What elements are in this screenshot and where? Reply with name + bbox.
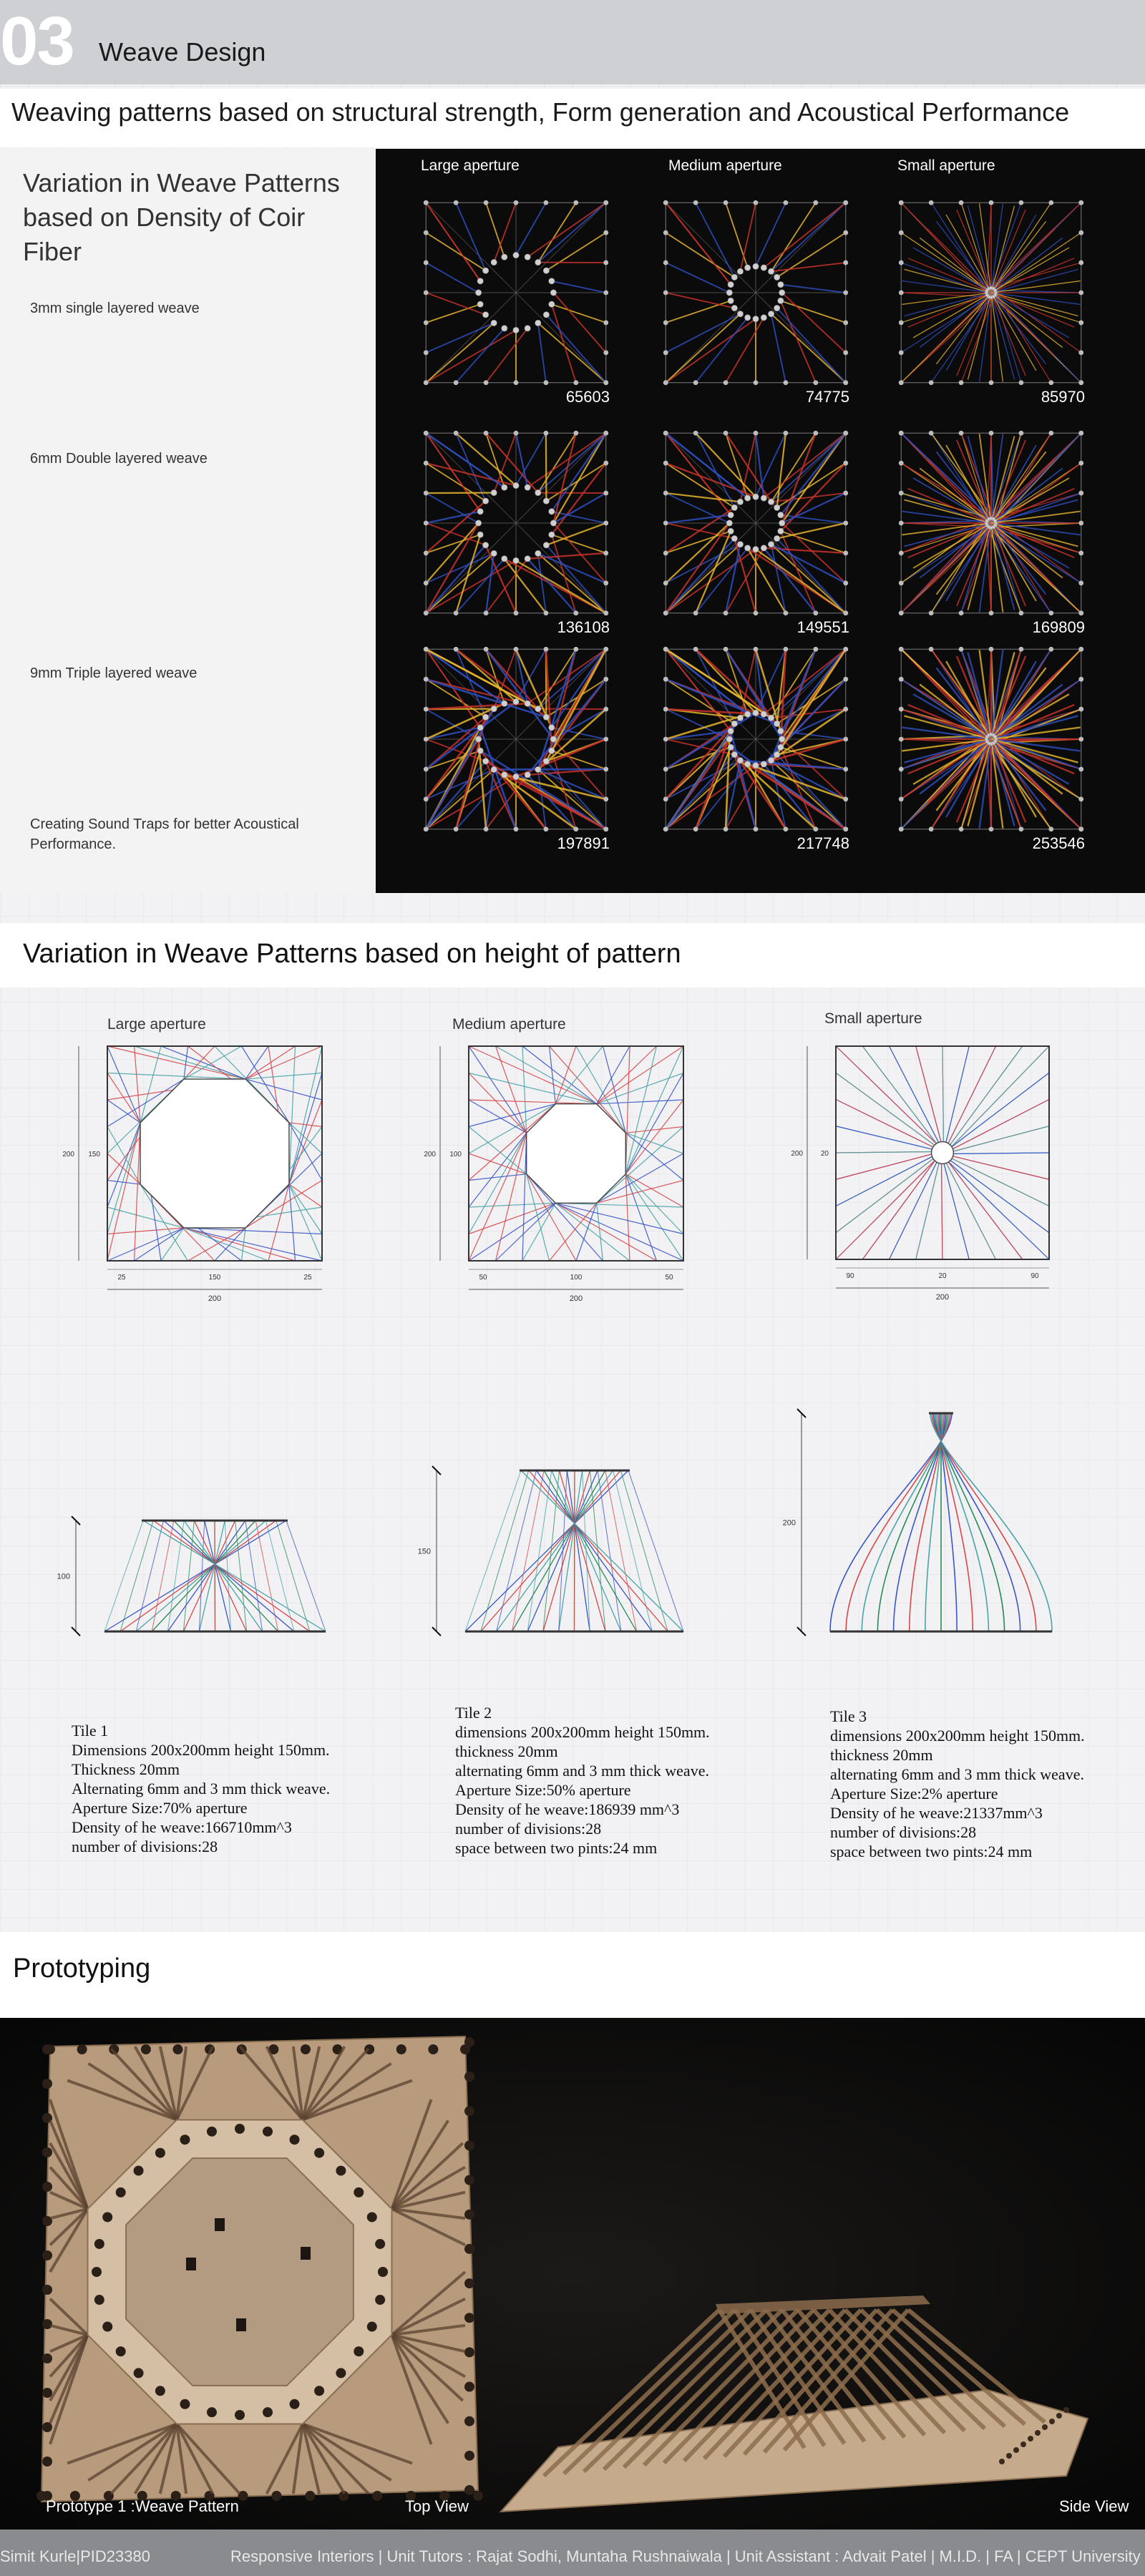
svg-text:90: 90 (846, 1272, 854, 1280)
density-value-triple-medium: 217748 (796, 834, 849, 852)
section-number: 03 (0, 3, 74, 79)
prototyping-band (0, 1932, 1145, 2018)
weave-tile-triple-large (422, 645, 610, 833)
weave-tile-double-large (422, 429, 610, 617)
elevation-drawings (0, 1395, 1145, 1660)
svg-text:50: 50 (479, 1274, 487, 1282)
weave-tile-single-small (897, 199, 1085, 386)
density-value-single-large: 65603 (565, 388, 610, 406)
svg-text:100: 100 (57, 1572, 70, 1581)
svg-text:200: 200 (782, 1518, 796, 1528)
column-label-small: Small aperture (897, 157, 995, 174)
tile1-spec: Tile 1 Dimensions 200x200mm height 150mm. Thickness 20mm Alternating 6mm and 3 mm thick weave. Aperture Size:70% aperture Density of he weave:166710mm^3 number of divisions:28 (72, 1722, 331, 1855)
column-label-medium: Medium aperture (668, 157, 782, 174)
density-value-double-small: 169809 (1032, 618, 1085, 636)
row-label-double: 6mm Double layered weave (30, 451, 208, 467)
weave-tile-double-medium (662, 429, 849, 617)
page-subtitle: Weaving patterns based on structural strength, Form generation and Acoustical Performance (11, 97, 1070, 127)
caption-side-view: Side View (1059, 2497, 1129, 2515)
section-title: Weave Design (99, 37, 266, 67)
plan-label-large: Large aperture (107, 1016, 206, 1033)
weave-tile-double-small (897, 429, 1085, 617)
svg-text:200: 200 (569, 1294, 583, 1303)
density-heading: Variation in Weave Patterns based on Density of Coir Fiber (23, 168, 340, 266)
prototyping-heading: Prototyping (13, 1953, 151, 1984)
footer-author: Simit Kurle|PID23380 (0, 2547, 150, 2565)
weave-tile-triple-medium (662, 645, 849, 833)
plan-small (791, 1046, 1049, 1302)
svg-text:200: 200 (424, 1151, 436, 1158)
svg-text:200: 200 (935, 1293, 950, 1302)
density-value-triple-small: 253546 (1032, 834, 1085, 852)
density-value-double-large: 136108 (557, 618, 610, 636)
svg-text:150: 150 (417, 1547, 431, 1556)
svg-text:20: 20 (938, 1272, 947, 1280)
plan-label-small: Small aperture (824, 1010, 922, 1027)
svg-text:200: 200 (62, 1151, 74, 1158)
acoustic-note: Creating Sound Traps for better Acoustical Performance. (30, 816, 299, 852)
svg-text:200: 200 (791, 1150, 803, 1158)
weave-tile-single-medium (662, 199, 849, 386)
plan-medium (424, 1046, 683, 1303)
tile3-spec: Tile 3 dimensions 200x200mm height 150mm. thickness 20mm alternating 6mm and 3 mm thick weave. Aperture Size:2% aperture Density of he weave:21337mm^3 number of divisions:28 space between two pints:24 mm (830, 1707, 1085, 1860)
row-label-single: 3mm single layered weave (30, 301, 200, 316)
density-value-single-small: 85970 (1041, 388, 1085, 406)
row-label-triple: 9mm Triple layered weave (30, 665, 198, 681)
plan-label-medium: Medium aperture (452, 1016, 566, 1033)
weave-tile-single-large (422, 199, 610, 386)
svg-text:100: 100 (570, 1274, 583, 1282)
density-value-double-medium: 149551 (796, 618, 849, 636)
footer-credits: Responsive Interiors | Unit Tutors : Rajat Sodhi, Muntaha Rushnaiwala | Unit Assistant : Advait Patel | M.I.D. | FA | CEPT University (230, 2547, 1141, 2565)
tile2-spec: Tile 2 dimensions 200x200mm height 150mm. thickness 20mm alternating 6mm and 3 mm thick weave. Aperture Size:50% aperture Density of he weave:186939 mm^3 number of divisions:28 space between two pints:24 mm (455, 1704, 710, 1857)
svg-text:25: 25 (117, 1274, 126, 1282)
svg-text:90: 90 (1030, 1272, 1039, 1280)
density-value-single-medium: 74775 (805, 388, 849, 406)
svg-text:100: 100 (449, 1151, 462, 1158)
svg-text:150: 150 (88, 1151, 100, 1158)
elevation-small-height (57, 1516, 326, 1636)
svg-text:50: 50 (665, 1274, 673, 1282)
svg-text:150: 150 (208, 1274, 221, 1282)
column-label-large: Large aperture (421, 157, 520, 174)
svg-text:20: 20 (820, 1150, 829, 1158)
weave-tile-triple-small (897, 645, 1085, 833)
plan-drawings (0, 1030, 1145, 1331)
svg-text:200: 200 (208, 1294, 222, 1303)
caption-prototype: Prototype 1 :Weave Pattern (46, 2497, 239, 2515)
plan-large (62, 1046, 322, 1303)
elevation-medium-height (418, 1466, 683, 1636)
elevation-large-height (783, 1409, 1052, 1636)
height-heading: Variation in Weave Patterns based on height of pattern (23, 939, 681, 969)
svg-text:25: 25 (303, 1274, 312, 1282)
caption-top-view: Top View (405, 2497, 469, 2515)
prototype-photo (0, 2018, 1145, 2529)
prototype-photo-illustration (0, 2018, 1145, 2529)
density-value-triple-large: 197891 (557, 834, 610, 852)
prototype-top-view (36, 2036, 483, 2502)
